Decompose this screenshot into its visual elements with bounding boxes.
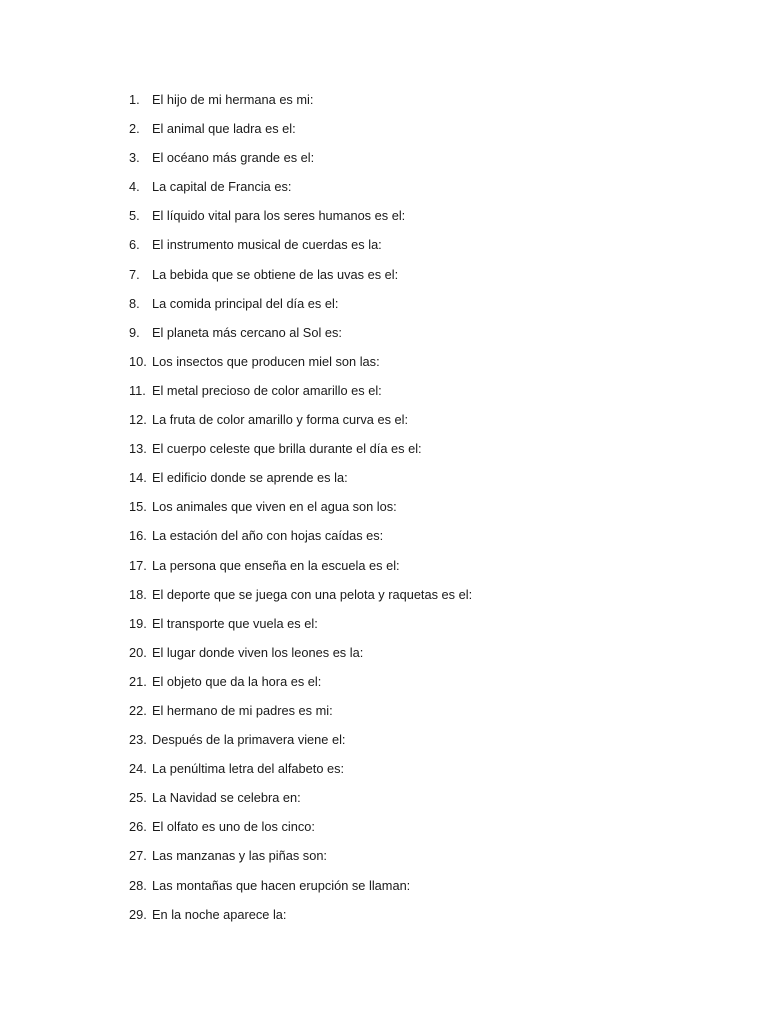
question-number: 2. <box>129 121 140 137</box>
question-number: 23. <box>129 732 147 748</box>
question-text: El metal precioso de color amarillo es el: <box>152 382 382 398</box>
question-text: El olfato es uno de los cinco: <box>152 819 315 835</box>
question-text: La penúltima letra del alfabeto es: <box>152 761 345 777</box>
question-number: 26. <box>129 819 147 835</box>
question-number: 19. <box>129 615 147 631</box>
question-text: Las montañas que hacen erupción se llaman: <box>152 877 411 893</box>
question-text: La fruta de color amarillo y forma curva es el: <box>152 412 409 428</box>
question-number: 18. <box>129 586 147 602</box>
question-text: Los animales que viven en el agua son los: <box>152 499 397 515</box>
question-text: El hijo de mi hermana es mi: <box>152 92 314 107</box>
question-number: 28. <box>129 877 147 893</box>
question-text: El animal que ladra es el: <box>152 121 296 137</box>
question-text: El instrumento musical de cuerdas es la: <box>152 237 382 253</box>
question-text: El cuerpo celeste que brilla durante el día es el: <box>152 441 422 457</box>
question-number: 16. <box>129 528 147 544</box>
question-text: La bebida que se obtiene de las uvas es el: <box>152 266 399 282</box>
question-text: El deporte que se juega con una pelota y raquetas es el: <box>152 586 473 602</box>
question-number: 11. <box>129 382 146 398</box>
question-number: 25. <box>129 790 147 806</box>
question-text: El lugar donde viven los leones es la: <box>152 644 364 660</box>
question-text: El líquido vital para los seres humanos es el: <box>152 208 406 224</box>
question-text: El océano más grande es el: <box>152 150 315 166</box>
question-number: 1. <box>129 92 140 107</box>
question-number: 24. <box>129 761 147 777</box>
question-text: La persona que enseña en la escuela es el: <box>152 557 400 573</box>
question-number: 27. <box>129 848 147 864</box>
question-number: 22. <box>129 702 147 718</box>
question-number: 5. <box>129 208 140 224</box>
question-text: Los insectos que producen miel son las: <box>152 353 380 369</box>
question-text: Las manzanas y las piñas son: <box>152 848 327 864</box>
question-number: 8. <box>129 295 140 311</box>
question-number: 20. <box>129 644 147 660</box>
question-number: 4. <box>129 179 140 195</box>
question-text: La comida principal del día es el: <box>152 295 339 311</box>
question-text: El planeta más cercano al Sol es: <box>152 324 342 340</box>
question-number: 13. <box>129 441 147 457</box>
question-text: El hermano de mi padres es mi: <box>152 702 333 718</box>
question-text: El objeto que da la hora es el: <box>152 673 322 689</box>
question-number: 10. <box>129 353 147 369</box>
question-number: 6. <box>129 237 140 253</box>
question-text: La Navidad se celebra en: <box>152 790 301 806</box>
question-text: El edificio donde se aprende es la: <box>152 470 348 486</box>
question-text: Después de la primavera viene el: <box>152 732 346 748</box>
question-number: 14. <box>129 470 147 486</box>
question-number: 7. <box>129 266 140 282</box>
question-text: La capital de Francia es: <box>152 179 292 195</box>
question-number: 15. <box>129 499 147 515</box>
question-number: 17. <box>129 557 147 573</box>
question-number: 3. <box>129 150 140 166</box>
question-number: 21. <box>129 673 147 689</box>
question-number: 12. <box>129 412 147 428</box>
question-text: La estación del año con hojas caídas es: <box>152 528 384 544</box>
question-number: 29. <box>129 906 147 922</box>
question-text: En la noche aparece la: <box>152 906 287 922</box>
question-number: 9. <box>129 324 140 340</box>
question-text: El transporte que vuela es el: <box>152 615 318 631</box>
